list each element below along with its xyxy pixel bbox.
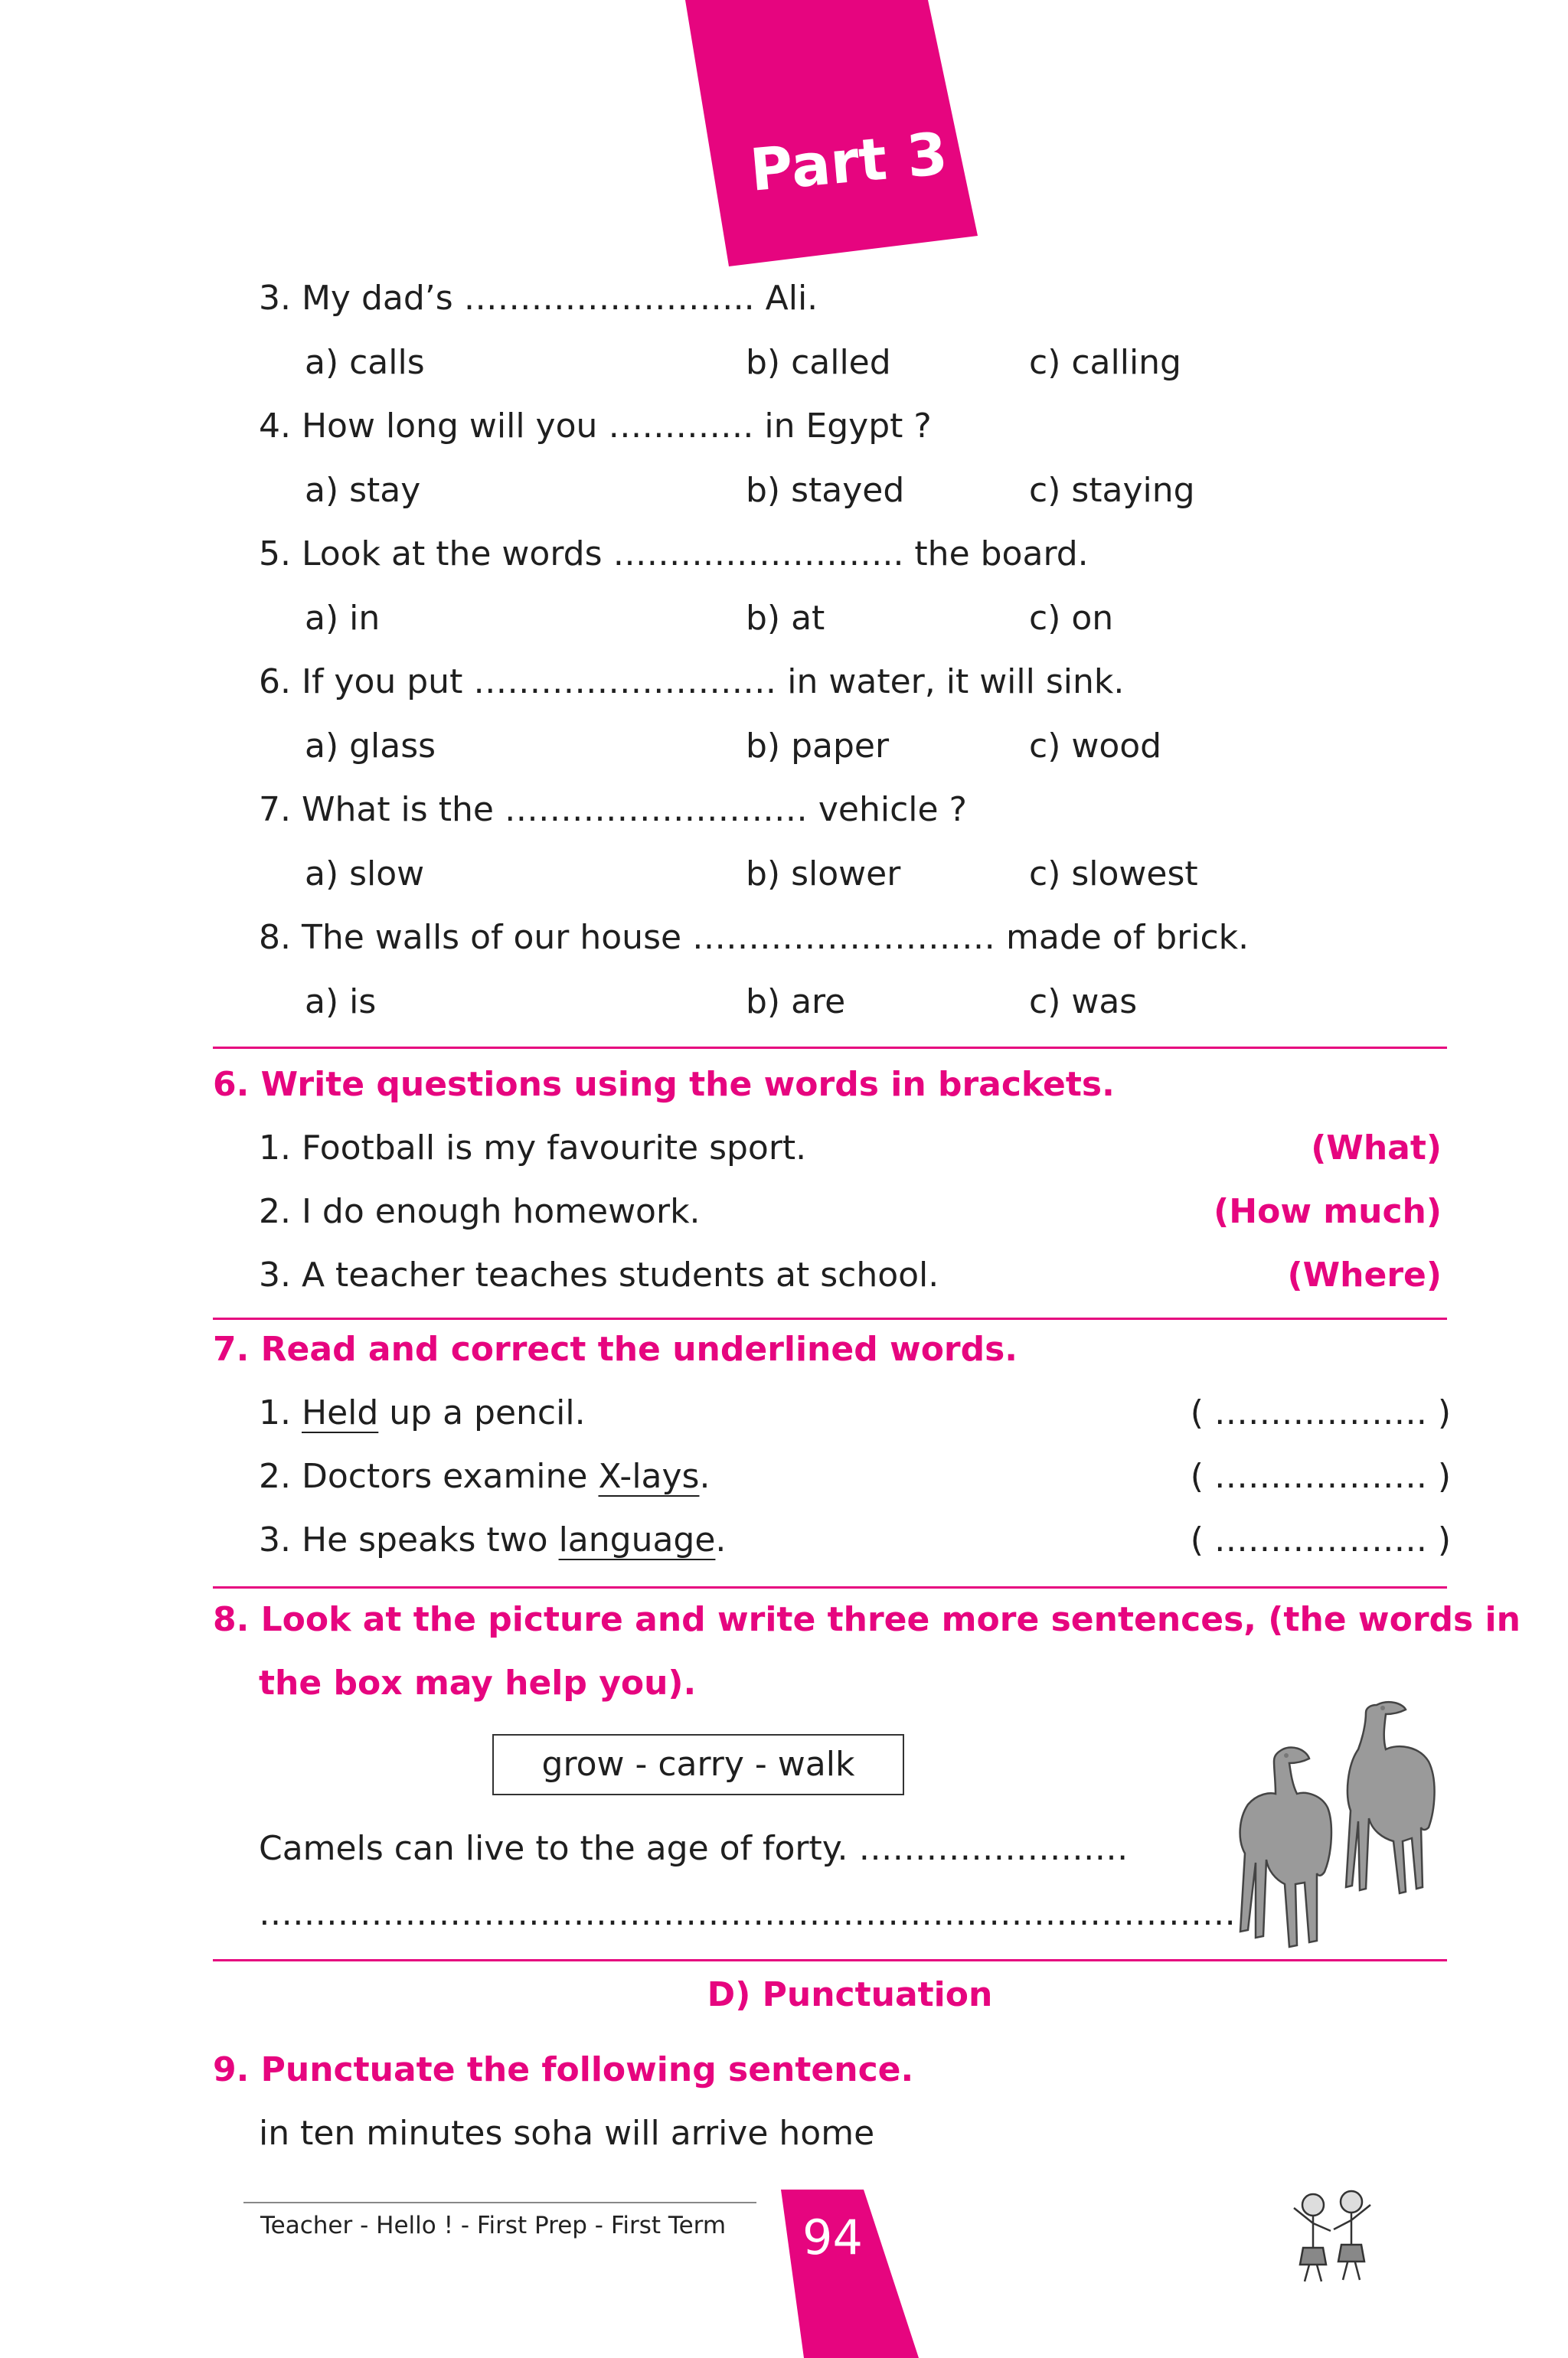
mcq-option: b) paper <box>746 727 890 766</box>
q7-heading: 7. Read and correct the underlined words. <box>213 1330 1018 1369</box>
mcq-option: c) wood <box>1029 727 1162 766</box>
q7-underlined-word: language <box>558 1520 716 1559</box>
page-number: 94 <box>802 2209 863 2265</box>
q9-heading: 9. Punctuate the following sentence. <box>213 2050 914 2089</box>
section-d-title: D) Punctuation <box>707 1975 993 2014</box>
q7-underlined-word: X-lays <box>598 1457 700 1496</box>
section-divider <box>213 1318 1447 1320</box>
q6-item: 3. A teacher teaches students at school. <box>259 1256 939 1295</box>
q6-cue: (How much) <box>1214 1192 1442 1231</box>
mcq-option: b) are <box>746 982 846 1021</box>
mcq-stem-5: 5. Look at the words …………………….. the board. <box>259 534 1089 573</box>
q6-heading: 6. Write questions using the words in brackets. <box>213 1065 1115 1104</box>
mcq-option: c) slowest <box>1029 854 1198 893</box>
q7-answer-blank[interactable]: ( ………………. ) <box>1190 1393 1451 1432</box>
q7-before: Doctors examine <box>301 1457 599 1496</box>
mcq-stem-3: 3. My dad’s …………………….. Ali. <box>259 279 818 318</box>
q7-after: . <box>715 1520 727 1559</box>
q7-after: . <box>699 1457 710 1496</box>
mcq-option: a) in <box>305 599 381 638</box>
q7-answer-blank[interactable]: ( ………………. ) <box>1190 1520 1451 1559</box>
section-divider <box>213 1586 1447 1589</box>
footer-rule <box>243 2202 756 2203</box>
mcq-option: b) slower <box>746 854 901 893</box>
word-box <box>492 1734 904 1795</box>
mcq-option: c) staying <box>1029 471 1195 510</box>
q8-heading-line1: 8. Look at the picture and write three more sentences, (the words in <box>213 1600 1521 1639</box>
footer-text: Teacher - Hello ! - First Prep - First Term <box>260 2212 727 2239</box>
q7-after: up a pencil. <box>378 1393 586 1432</box>
q7-underlined-word: Held <box>301 1393 379 1432</box>
mcq-option: a) glass <box>305 727 436 766</box>
q8-heading-line2: the box may help you). <box>259 1664 697 1703</box>
q7-before: He speaks two <box>301 1520 559 1559</box>
q7-num: 3. <box>259 1520 291 1559</box>
mcq-option: c) was <box>1029 982 1138 1021</box>
mcq-option: c) on <box>1029 599 1114 638</box>
camels-illustration <box>1202 1696 1455 1964</box>
section-divider <box>213 1047 1447 1049</box>
mcq-option: a) is <box>305 982 377 1021</box>
mcq-option: a) slow <box>305 854 425 893</box>
mcq-option: c) calling <box>1029 343 1181 382</box>
q8-answer-line[interactable]: …………………………………………………………………………… <box>259 1894 1236 1933</box>
q7-item <box>259 1454 710 1500</box>
mcq-stem-4: 4. How long will you …………. in Egypt ? <box>259 407 932 446</box>
q7-num: 2. <box>259 1457 291 1496</box>
q8-sentence[interactable]: Camels can live to the age of forty. …………………… <box>259 1829 1129 1868</box>
section-divider <box>213 1959 1447 1961</box>
part-title: Part 3 <box>747 119 950 204</box>
children-illustration <box>1263 2174 1401 2304</box>
q7-item <box>259 1390 586 1436</box>
q6-item: 1. Football is my favourite sport. <box>259 1128 807 1168</box>
q7-item <box>259 1517 726 1563</box>
mcq-option: b) stayed <box>746 471 905 510</box>
q7-num: 1. <box>259 1393 291 1432</box>
mcq-option: a) calls <box>305 343 425 382</box>
q7-answer-blank[interactable]: ( ………………. ) <box>1190 1457 1451 1496</box>
q6-cue: (Where) <box>1287 1256 1442 1295</box>
mcq-stem-7: 7. What is the ……………………… vehicle ? <box>259 790 967 829</box>
mcq-stem-8: 8. The walls of our house ……………………… made of brick. <box>259 918 1250 957</box>
q6-item: 2. I do enough homework. <box>259 1192 701 1231</box>
q9-sentence: in ten minutes soha will arrive home <box>259 2114 875 2153</box>
word-box-text: grow - carry - walk <box>541 1745 855 1784</box>
mcq-option: b) at <box>746 599 825 638</box>
mcq-option: a) stay <box>305 471 421 510</box>
mcq-stem-6: 6. If you put ……………………… in water, it will sink. <box>259 662 1125 701</box>
q6-cue: (What) <box>1311 1128 1442 1168</box>
mcq-option: b) called <box>746 343 891 382</box>
